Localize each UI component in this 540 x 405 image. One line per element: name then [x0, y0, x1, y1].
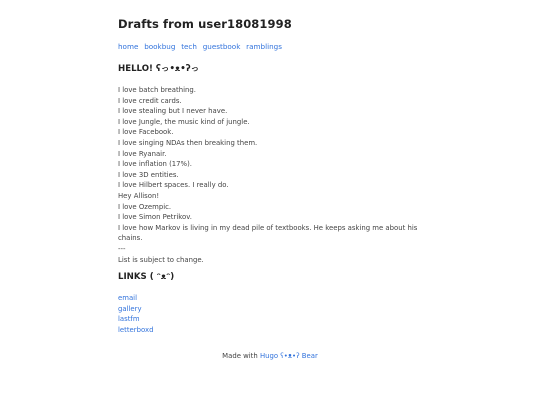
list-line: I love batch breathing.: [118, 86, 196, 94]
list-separator: ---: [118, 244, 126, 253]
footer-text: Made with: [222, 352, 260, 360]
nav-link-ramblings[interactable]: ramblings: [246, 42, 282, 51]
list-line: Hey Allison!: [118, 191, 160, 200]
footer: [0, 352, 540, 361]
list-line: I love stealing but I never have.: [118, 107, 228, 116]
nav-link-guestbook[interactable]: guestbook: [202, 42, 241, 51]
list-line: I love Hilbert spaces. I really do.: [118, 181, 229, 190]
nav-link-home[interactable]: home: [118, 42, 139, 51]
list-line: I love Ozempic.: [118, 202, 172, 211]
footer-hugo-bear-link[interactable]: Hugo ʕ•ᴥ•ʔ Bear: [259, 352, 318, 360]
list-line: I love Simon Petrikov.: [118, 213, 192, 222]
list-line: I love Ryanair.: [118, 149, 167, 158]
site-title[interactable]: Drafts from user18081998: [118, 17, 292, 31]
link-email[interactable]: email: [118, 294, 138, 303]
link-gallery[interactable]: gallery: [118, 304, 142, 313]
main-nav: [118, 42, 428, 51]
list-line: List is subject to change.: [118, 255, 204, 264]
list-line: I love singing NDAs then breaking them.: [118, 138, 258, 147]
love-list: [118, 85, 428, 265]
list-line: I love Jungle, the music kind of jungle.: [118, 117, 250, 126]
link-lastfm[interactable]: lastfm: [118, 315, 140, 324]
hello-heading: HELLO! ʕっ•ᴥ•ʔっ: [118, 64, 200, 74]
list-line: I love how Markov is living in my dead pile of textbooks. He keeps asking me about his chains.: [118, 223, 418, 243]
links-list: [118, 293, 428, 335]
page-content: [118, 0, 428, 335]
list-line: I love Facebook.: [118, 128, 174, 137]
list-line: I love credit cards.: [118, 96, 182, 105]
links-heading: LINKS ( ᵔᴥᵔ): [118, 272, 175, 283]
nav-link-tech[interactable]: tech: [181, 42, 197, 51]
link-letterboxd[interactable]: letterboxd: [118, 325, 154, 334]
nav-link-bookbug[interactable]: bookbug: [144, 42, 176, 51]
list-line: I love inflation (17%).: [118, 160, 192, 169]
list-line: I love 3D entities.: [118, 170, 179, 179]
